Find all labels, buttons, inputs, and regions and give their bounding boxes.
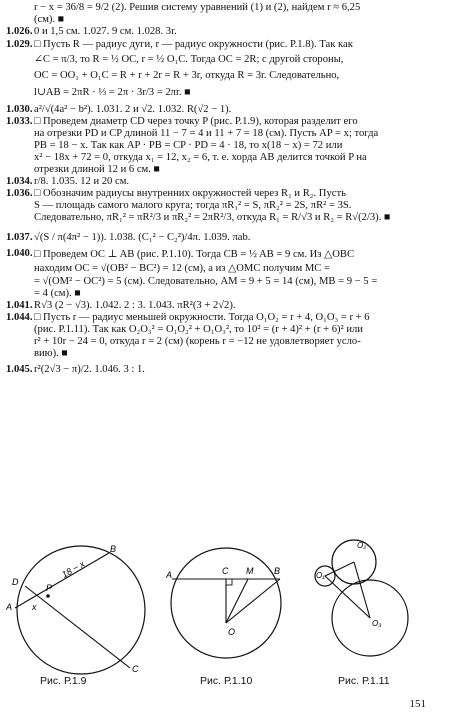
text-line: отрезки длиной 12 и 6 см. ■ xyxy=(34,164,160,175)
fig1-label-c: C xyxy=(132,664,139,674)
line-number: 1.036. xyxy=(6,188,33,199)
fig2-label-a: A xyxy=(166,570,173,580)
line-number: 1.030. xyxy=(6,104,33,115)
line-number: 1.044. xyxy=(6,312,33,323)
line-number: 1.029. xyxy=(6,39,33,50)
text-line: r/8. 1.035. 12 и 20 см. xyxy=(34,176,130,187)
line-number: 1.041. xyxy=(6,300,33,311)
text-line: (рис. Р.1.11). Так как O₂O₃² = O₁O₂² + O₁O₃², то 10² = (r + 4)² + (r + 6)² или xyxy=(34,324,363,335)
text-line: □ Пусть R — радиус дуги, r — радиус окружности (рис. Р.1.8). Так как xyxy=(34,39,353,50)
text-line: (см). ■ xyxy=(34,14,65,25)
text-line: = 4 (см). ■ xyxy=(34,288,81,299)
text-line: ∠C = π/3, то R = ½ OC, r = ½ O₁C. Тогда OC = 2R; с другой стороны, xyxy=(34,54,344,65)
fig1-label-d: D xyxy=(12,577,19,587)
fig2-label-o: O xyxy=(228,627,236,637)
caption-fig-1-9: Рис. Р.1.9 xyxy=(40,675,87,687)
fig1-label-p: P xyxy=(46,583,53,593)
text-line: = √(OM² − OC²) = 5 (см). Следовательно, AM = 9 + 5 = 14 (см), MB = 9 − 5 = xyxy=(34,276,378,287)
page-number: 151 xyxy=(409,698,426,710)
line-number: 1.037. xyxy=(6,232,33,243)
fig1-label-x: x xyxy=(32,602,37,612)
text-line: на отрезки PD и CP длиной 11 − 7 = 4 и 11 + 7 = 18 (см). Пусть AP = x; тогда xyxy=(34,128,379,139)
fig3-label-o3: O₃ xyxy=(372,619,382,628)
figure-p-1-10 xyxy=(166,543,284,663)
line-number: 1.034. xyxy=(6,176,33,187)
text-line: □ Пусть r — радиус меньшей окружности. Тогда O₁O₂ = r + 4, O₁O₃ = r + 6 xyxy=(34,312,370,323)
text-line: l∪AB = 2πR · ⅓ = 2π · 3r/3 = 2πr. ■ xyxy=(34,87,191,98)
line-number: 1.026. xyxy=(6,26,33,37)
text-line: √(S / π(4π² − 1)). 1.038. (C₁² − C₂²)/4π. 1.039. πab. xyxy=(34,232,251,243)
figure-p-1-11 xyxy=(302,530,422,680)
text-line: r²(2√3 − π)/2. 1.046. 3 : 1. xyxy=(34,364,145,375)
line-number: 1.045. xyxy=(6,364,33,375)
caption-fig-1-11: Рис. Р.1.11 xyxy=(338,675,390,687)
text-line: Следовательно, πR₁² = πR²/3 и πR₂² = 2πR²/3, откуда R₁ = R/√3 и R₂ = R√(2/3). ■ xyxy=(34,212,391,223)
caption-fig-1-10: Рис. Р.1.10 xyxy=(200,675,253,687)
text-line: S — площадь самого малого круга; тогда πR₁² = S, πR₂² = 2S, πR² = 3S. xyxy=(34,200,352,211)
text-line: R√3 (2 − √3). 1.042. 2 : 3. 1.043. πR²(3 + 2√2). xyxy=(34,300,236,311)
text-line: находим OC = √(OB² − BC²) = 12 (см), а из △OMC получим MC = xyxy=(34,263,330,274)
text-line: a²/√(4a² − b²). 1.031. 2 и √2. 1.032. R(√2 − 1). xyxy=(34,104,232,115)
text-line: x² − 18x + 72 = 0, откуда x₁ = 12, x₂ = 6, т. е. хорда AB делится точкой P на xyxy=(34,152,367,163)
fig2-label-c: C xyxy=(222,566,229,576)
fig3-label-o1: O₁ xyxy=(316,571,325,580)
text-line: r² + 10r − 24 = 0, откуда r = 2 (см) (корень r = −12 не удовлетворяет усло- xyxy=(34,336,361,347)
text-line: □ Проведем диаметр CD через точку P (рис. Р.1.9), которая разделит его xyxy=(34,116,358,127)
text-line: 0 и 1,5 см. 1.027. 9 см. 1.028. 3r. xyxy=(34,26,177,37)
fig1-label-a: A xyxy=(6,602,13,612)
fig1-label-b: B xyxy=(110,544,117,554)
line-number: 1.033. xyxy=(6,116,33,127)
figure-p-1-9 xyxy=(6,540,156,680)
text-line: □ Проведем OC ⊥ AB (рис. Р.1.10). Тогда CB = ½ AB = 9 см. Из △OBC xyxy=(34,249,355,260)
fig1-label-18-x: 18 − x xyxy=(60,558,87,580)
fig2-label-m: M xyxy=(246,566,254,576)
text-line: □ Обозначим радиусы внутренних окружностей через R₁ и R₂. Пусть xyxy=(34,188,346,199)
fig3-label-o2: O₂ xyxy=(357,541,367,550)
text-line: OC = OO₁ + O₁C = R + r + 2r = R + 3r, откуда R = 3r. Следовательно, xyxy=(34,70,340,81)
line-number: 1.040. xyxy=(6,248,33,259)
text-line: вию). ■ xyxy=(34,348,68,359)
text-line: r − x = 36/8 = 9/2 (2). Решив систему уравнений (1) и (2), найдем r ≈ 6,25 xyxy=(34,2,361,13)
text-line: PB = 18 − x. Так как AP · PB = CP · PD = 4 · 18, то x(18 − x) = 72 или xyxy=(34,140,343,151)
fig2-label-b: B xyxy=(274,566,281,576)
